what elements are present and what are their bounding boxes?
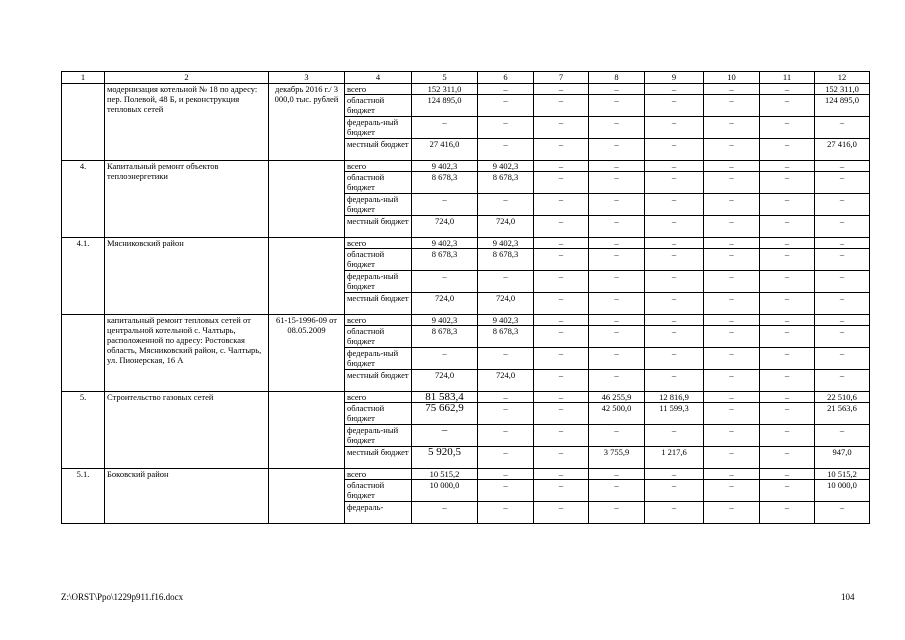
funding-source-cell: местный бюджет [345, 216, 412, 238]
item-name-cell: Боковский район [105, 469, 269, 524]
value-cell: – [589, 425, 645, 447]
value-cell: – [760, 238, 815, 249]
value-cell: 724,0 [478, 293, 534, 315]
value-cell: – [412, 502, 478, 524]
value-cell: 10 000,0 [815, 480, 870, 502]
value-cell: – [645, 370, 704, 392]
funding-source-cell: областной бюджет [345, 95, 412, 117]
value-cell: – [645, 480, 704, 502]
value-cell: – [815, 502, 870, 524]
funding-source-cell: всего [345, 315, 412, 326]
value-cell: – [589, 326, 645, 348]
value-cell: 42 500,0 [589, 403, 645, 425]
value-cell: – [760, 194, 815, 216]
value-cell: – [534, 425, 589, 447]
value-cell: – [760, 502, 815, 524]
item-name-cell: капитальный ремонт тепловых сетей от центральной котельной с. Чалтырь, расположенной по адресу: Ростовская область, Мясниковский район, с. Чалтырь, ул. Пионерская, 16 А [105, 315, 269, 392]
funding-source-cell: всего [345, 469, 412, 480]
column-number-cell: 7 [534, 72, 589, 84]
value-cell: – [412, 117, 478, 139]
column-number-cell: 8 [589, 72, 645, 84]
value-cell: – [760, 348, 815, 370]
value-cell: – [704, 425, 760, 447]
value-cell: 81 583,4 [412, 392, 478, 403]
item-number-cell: 4. [62, 161, 105, 238]
value-cell: – [589, 469, 645, 480]
value-cell: – [760, 95, 815, 117]
value-cell: 9 402,3 [412, 238, 478, 249]
value-cell: – [815, 249, 870, 271]
value-cell: – [478, 194, 534, 216]
value-cell: – [589, 315, 645, 326]
table-row [62, 392, 870, 403]
value-cell: – [478, 425, 534, 447]
funding-source-cell: местный бюджет [345, 293, 412, 315]
item-condition-cell: 61-15-1996-09 от 08.05.2009 [269, 315, 345, 392]
value-cell: – [589, 502, 645, 524]
value-cell: – [645, 139, 704, 161]
value-cell: – [589, 172, 645, 194]
value-cell: – [645, 84, 704, 95]
value-cell: – [704, 469, 760, 480]
value-cell: – [645, 348, 704, 370]
value-cell: 9 402,3 [412, 315, 478, 326]
value-cell: – [760, 271, 815, 293]
value-cell: – [760, 447, 815, 469]
value-cell: – [589, 216, 645, 238]
value-cell: – [412, 271, 478, 293]
value-cell: – [412, 348, 478, 370]
value-cell: – [589, 95, 645, 117]
item-number-cell: 5.1. [62, 469, 105, 524]
item-number-cell [62, 315, 105, 392]
value-cell: – [478, 84, 534, 95]
value-cell: 124 895,0 [412, 95, 478, 117]
item-name-cell: модернизация котельной № 18 по адресу: пер. Полевой, 48 Б, и реконструкция тепловых сетей [105, 84, 269, 161]
value-cell: 8 678,3 [412, 172, 478, 194]
value-cell: – [760, 84, 815, 95]
column-number-cell: 2 [105, 72, 269, 84]
value-cell: – [704, 293, 760, 315]
value-cell: 11 599,3 [645, 403, 704, 425]
value-cell: – [815, 348, 870, 370]
value-cell: – [478, 271, 534, 293]
value-cell: – [760, 315, 815, 326]
item-number-cell: 4.1. [62, 238, 105, 315]
value-cell: – [704, 161, 760, 172]
value-cell: 9 402,3 [478, 238, 534, 249]
value-cell: – [589, 194, 645, 216]
value-cell: – [534, 370, 589, 392]
value-cell: – [478, 480, 534, 502]
value-cell: – [478, 117, 534, 139]
value-cell: 3 755,9 [589, 447, 645, 469]
funding-source-cell: всего [345, 238, 412, 249]
value-cell: – [478, 502, 534, 524]
footer-file-path: Z:\ORST\Ppo\1229p911.f16.docx [61, 592, 184, 602]
value-cell: – [534, 392, 589, 403]
value-cell: – [815, 172, 870, 194]
value-cell: – [589, 480, 645, 502]
value-cell: 8 678,3 [478, 172, 534, 194]
value-cell: – [704, 447, 760, 469]
value-cell: 724,0 [412, 370, 478, 392]
value-cell: – [760, 370, 815, 392]
item-condition-cell [269, 469, 345, 524]
value-cell: – [534, 403, 589, 425]
value-cell: – [589, 293, 645, 315]
value-cell: 10 000,0 [412, 480, 478, 502]
value-cell: – [704, 84, 760, 95]
funding-source-cell: местный бюджет [345, 139, 412, 161]
value-cell: – [704, 502, 760, 524]
column-number-cell: 4 [345, 72, 412, 84]
value-cell: – [534, 95, 589, 117]
column-number-cell: 6 [478, 72, 534, 84]
value-cell: – [534, 326, 589, 348]
value-cell: – [704, 403, 760, 425]
budget-table [61, 71, 870, 524]
value-cell: – [534, 139, 589, 161]
value-cell: – [645, 293, 704, 315]
value-cell: – [534, 117, 589, 139]
value-cell: – [760, 172, 815, 194]
value-cell: – [815, 315, 870, 326]
value-cell: – [589, 348, 645, 370]
table-row [62, 161, 870, 172]
value-cell: – [815, 271, 870, 293]
value-cell: 10 515,2 [815, 469, 870, 480]
item-number-cell [62, 84, 105, 161]
value-cell: 75 662,9 [412, 403, 478, 425]
value-cell: – [645, 315, 704, 326]
value-cell: – [645, 238, 704, 249]
value-cell: – [478, 469, 534, 480]
value-cell: – [704, 271, 760, 293]
value-cell: – [760, 392, 815, 403]
funding-source-cell: всего [345, 84, 412, 95]
value-cell: – [589, 271, 645, 293]
value-cell: – [478, 139, 534, 161]
value-cell: 46 255,9 [589, 392, 645, 403]
value-cell: – [589, 139, 645, 161]
value-cell: – [534, 249, 589, 271]
value-cell: – [760, 326, 815, 348]
value-cell: – [534, 172, 589, 194]
value-cell: 124 895,0 [815, 95, 870, 117]
value-cell: 724,0 [412, 216, 478, 238]
value-cell: 27 416,0 [815, 139, 870, 161]
funding-source-cell: всего [345, 392, 412, 403]
value-cell: – [645, 172, 704, 194]
value-cell: – [645, 271, 704, 293]
column-number-cell: 11 [760, 72, 815, 84]
value-cell: – [704, 315, 760, 326]
table-body [62, 72, 870, 524]
item-name-cell: Мясниковский район [105, 238, 269, 315]
table-row [62, 238, 870, 249]
value-cell: – [534, 216, 589, 238]
funding-source-cell: областной бюджет [345, 172, 412, 194]
value-cell: 152 311,0 [412, 84, 478, 95]
value-cell: – [815, 238, 870, 249]
value-cell: – [760, 293, 815, 315]
value-cell: – [760, 216, 815, 238]
value-cell: – [412, 425, 478, 447]
value-cell: 5 920,5 [412, 447, 478, 469]
value-cell: 1 217,6 [645, 447, 704, 469]
value-cell: – [645, 469, 704, 480]
value-cell: – [534, 194, 589, 216]
value-cell: – [645, 95, 704, 117]
footer-page-number: 104 [841, 592, 855, 602]
table-row [62, 315, 870, 326]
value-cell: 724,0 [478, 370, 534, 392]
item-condition-cell [269, 238, 345, 315]
funding-source-cell: федераль-ный бюджет [345, 348, 412, 370]
table-row [62, 84, 870, 95]
value-cell: – [704, 172, 760, 194]
value-cell: 947,0 [815, 447, 870, 469]
funding-source-cell: всего [345, 161, 412, 172]
value-cell: – [704, 194, 760, 216]
value-cell: 9 402,3 [412, 161, 478, 172]
value-cell: – [815, 326, 870, 348]
value-cell: – [760, 139, 815, 161]
value-cell: 22 510,6 [815, 392, 870, 403]
column-number-cell: 3 [269, 72, 345, 84]
value-cell: 8 678,3 [412, 326, 478, 348]
value-cell: – [589, 249, 645, 271]
document-page [61, 71, 869, 524]
value-cell: – [534, 469, 589, 480]
item-condition-cell [269, 392, 345, 469]
funding-source-cell: местный бюджет [345, 370, 412, 392]
table-row [62, 469, 870, 480]
value-cell: 152 311,0 [815, 84, 870, 95]
funding-source-cell: федераль-ный бюджет [345, 194, 412, 216]
value-cell: 8 678,3 [412, 249, 478, 271]
value-cell: – [760, 117, 815, 139]
value-cell: – [815, 216, 870, 238]
value-cell: – [760, 161, 815, 172]
funding-source-cell: местный бюджет [345, 447, 412, 469]
value-cell: – [815, 161, 870, 172]
value-cell: – [534, 315, 589, 326]
column-number-row [62, 72, 870, 84]
value-cell: – [589, 161, 645, 172]
value-cell: – [478, 447, 534, 469]
value-cell: – [534, 480, 589, 502]
value-cell: – [704, 117, 760, 139]
column-number-cell: 12 [815, 72, 870, 84]
value-cell: – [815, 370, 870, 392]
value-cell: – [412, 194, 478, 216]
value-cell: – [704, 139, 760, 161]
value-cell: 12 816,9 [645, 392, 704, 403]
column-number-cell: 9 [645, 72, 704, 84]
value-cell: – [704, 95, 760, 117]
value-cell: – [534, 293, 589, 315]
value-cell: – [645, 502, 704, 524]
value-cell: – [645, 249, 704, 271]
item-condition-cell [269, 161, 345, 238]
funding-source-cell: областной бюджет [345, 249, 412, 271]
value-cell: – [704, 392, 760, 403]
value-cell: – [534, 84, 589, 95]
value-cell: – [815, 425, 870, 447]
value-cell: – [760, 249, 815, 271]
value-cell: 9 402,3 [478, 315, 534, 326]
value-cell: – [704, 480, 760, 502]
value-cell: – [760, 469, 815, 480]
funding-source-cell: областной бюджет [345, 326, 412, 348]
value-cell: – [815, 194, 870, 216]
value-cell: – [534, 348, 589, 370]
value-cell: – [645, 425, 704, 447]
value-cell: 9 402,3 [478, 161, 534, 172]
value-cell: – [534, 238, 589, 249]
value-cell: – [704, 348, 760, 370]
value-cell: – [815, 117, 870, 139]
value-cell: – [645, 216, 704, 238]
value-cell: 8 678,3 [478, 249, 534, 271]
value-cell: – [704, 249, 760, 271]
value-cell: – [645, 326, 704, 348]
value-cell: – [478, 95, 534, 117]
funding-source-cell: областной бюджет [345, 403, 412, 425]
value-cell: – [645, 117, 704, 139]
value-cell: 27 416,0 [412, 139, 478, 161]
value-cell: – [760, 403, 815, 425]
value-cell: – [760, 425, 815, 447]
column-number-cell: 10 [704, 72, 760, 84]
value-cell: – [704, 370, 760, 392]
value-cell: – [534, 502, 589, 524]
value-cell: 724,0 [478, 216, 534, 238]
value-cell: – [704, 238, 760, 249]
item-name-cell: Капитальный ремонт объектов теплоэнергетики [105, 161, 269, 238]
value-cell: 8 678,3 [478, 326, 534, 348]
value-cell: 724,0 [412, 293, 478, 315]
funding-source-cell: федераль-ный бюджет [345, 425, 412, 447]
funding-source-cell: областной бюджет [345, 480, 412, 502]
value-cell: – [589, 238, 645, 249]
value-cell: – [704, 216, 760, 238]
value-cell: – [478, 392, 534, 403]
item-condition-cell: декабрь 2016 г./ 3 000,0 тыс. рублей [269, 84, 345, 161]
value-cell: 21 563,6 [815, 403, 870, 425]
item-number-cell: 5. [62, 392, 105, 469]
value-cell: 10 515,2 [412, 469, 478, 480]
value-cell: – [478, 403, 534, 425]
value-cell: – [478, 348, 534, 370]
item-name-cell: Строительство газовых сетей [105, 392, 269, 469]
value-cell: – [589, 84, 645, 95]
value-cell: – [815, 293, 870, 315]
value-cell: – [534, 271, 589, 293]
value-cell: – [760, 480, 815, 502]
column-number-cell: 5 [412, 72, 478, 84]
value-cell: – [704, 326, 760, 348]
value-cell: – [589, 370, 645, 392]
funding-source-cell: федераль-ный бюджет [345, 271, 412, 293]
value-cell: – [534, 447, 589, 469]
value-cell: – [534, 161, 589, 172]
funding-source-cell: федераль- [345, 502, 412, 524]
column-number-cell: 1 [62, 72, 105, 84]
value-cell: – [645, 194, 704, 216]
value-cell: – [645, 161, 704, 172]
value-cell: – [589, 117, 645, 139]
funding-source-cell: федераль-ный бюджет [345, 117, 412, 139]
